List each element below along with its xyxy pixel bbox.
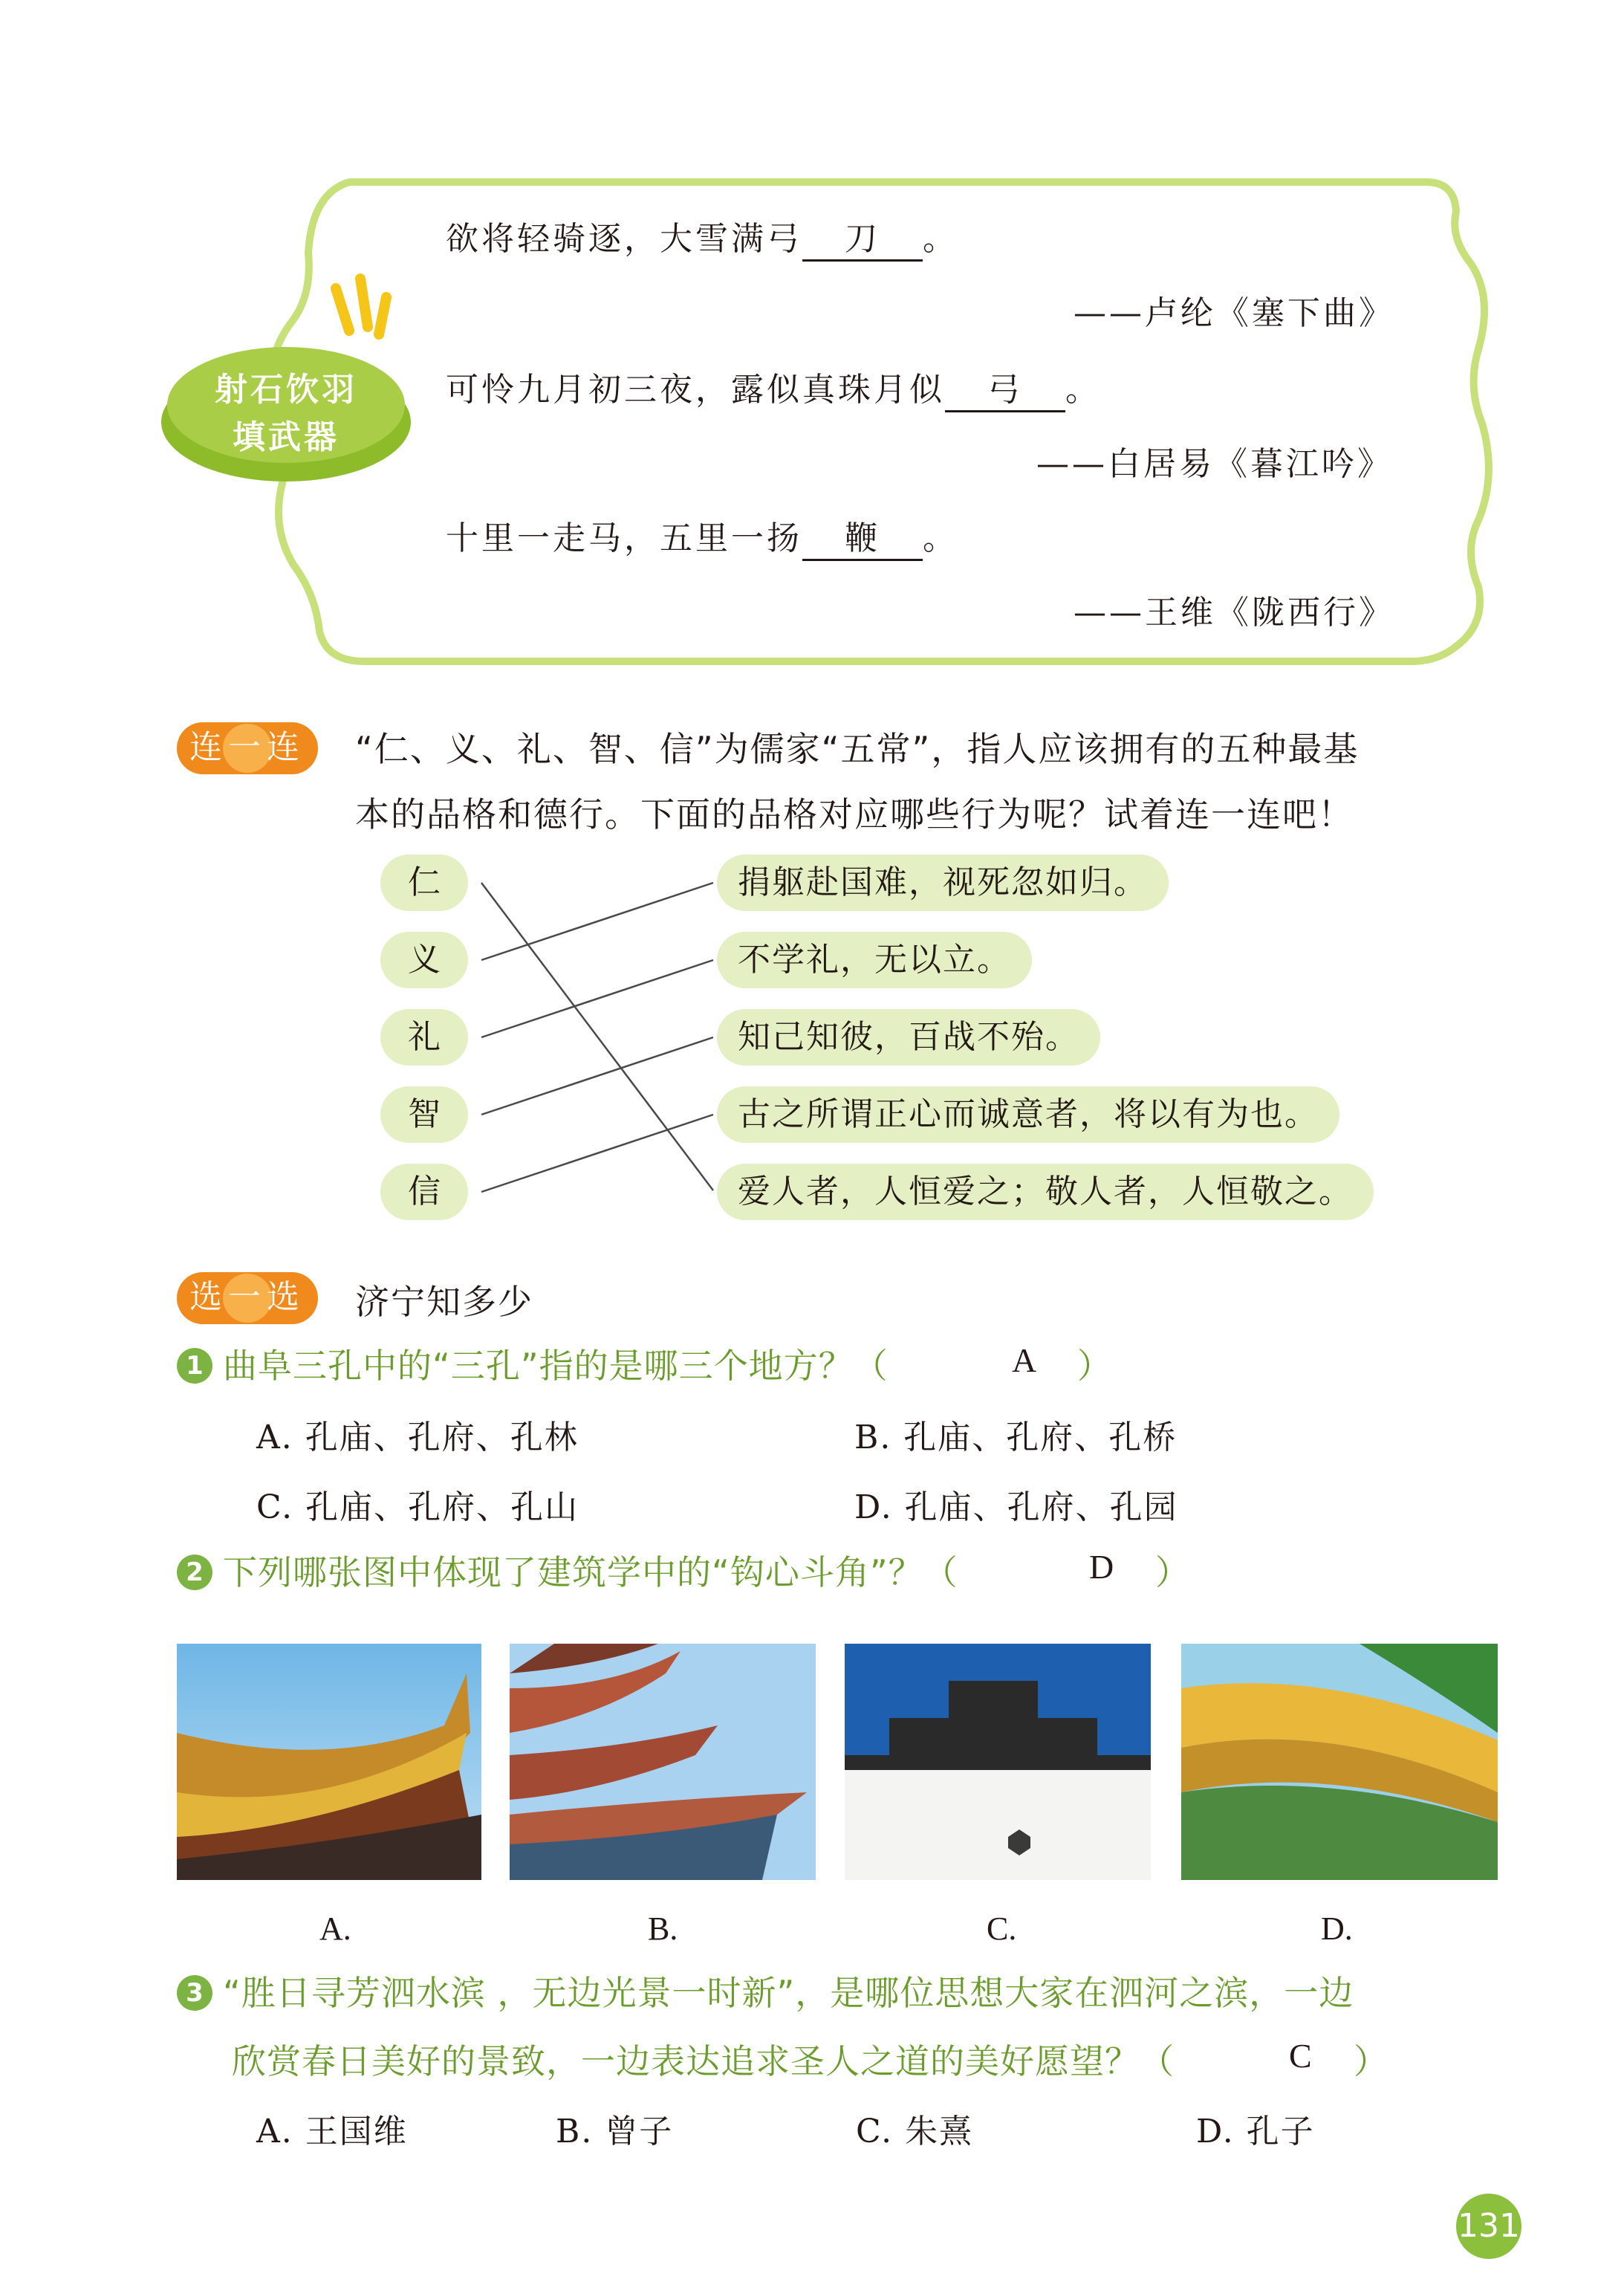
sentence-pill[interactable]: 古之所谓正心而诚意者，将以有为也。 — [717, 1086, 1339, 1143]
answer-value: C — [1289, 2037, 1312, 2075]
option: B. 曾子 — [556, 2113, 674, 2150]
char-pill-xin[interactable]: 信 — [380, 1164, 468, 1220]
poem-source: ——王维《陇西行》 — [1074, 594, 1394, 632]
choose-title: 济宁知多少 — [355, 1282, 533, 1322]
photo-d-golden-roof — [1181, 1644, 1498, 1880]
badge-line-2: 填武器 — [233, 418, 340, 456]
poem-blank: 鞭 — [802, 511, 923, 561]
answer-value: A — [1012, 1341, 1037, 1379]
option: B. 孔庙、孔府、孔桥 — [854, 1419, 1178, 1456]
photo-b-tiered-roof — [510, 1644, 816, 1880]
sentence-pill[interactable]: 知己知彼，百战不殆。 — [717, 1009, 1100, 1066]
question-close: ） — [1155, 1552, 1190, 1592]
photo-caption: C. — [987, 1910, 1017, 1947]
question-close: ） — [1077, 1346, 1112, 1386]
photo-a-upturned-eaves — [177, 1644, 481, 1880]
photo-caption: D. — [1321, 1910, 1353, 1947]
photo-caption: A. — [319, 1910, 351, 1947]
question-number: 3 — [177, 1975, 212, 2011]
question-text-line-1: “胜日寻芳泗水滨 ，无边光景一时新”，是哪位思想大家在泗河之滨，一边 — [223, 1973, 1354, 2013]
poem-line: 欲将轻骑逐，大雪满弓 刀 。 — [446, 212, 958, 262]
poem-source: ——卢纶《塞下曲》 — [1074, 294, 1394, 332]
option: A. 王国维 — [256, 2113, 408, 2150]
match-section-tag: 连一连 — [177, 722, 318, 774]
photo-caption: B. — [648, 1910, 678, 1947]
match-intro-line-2: 本的品格和德行。下面的品格对应哪些行为呢？试着连一连吧！ — [355, 794, 1354, 834]
poem-blank: 弓 — [945, 363, 1065, 412]
option: D. 孔庙、孔府、孔园 — [854, 1488, 1178, 1526]
option: D. 孔子 — [1196, 2113, 1315, 2150]
match-intro-line-1: “仁、义、礼、智、信”为儒家“五常”，指人应该拥有的五种最基 — [355, 729, 1360, 769]
sentence-pill[interactable]: 不学礼，无以立。 — [717, 932, 1032, 988]
option: C. 朱熹 — [856, 2113, 974, 2150]
badge-line-1: 射石饮羽 — [215, 371, 357, 409]
question-close: ） — [1354, 2041, 1388, 2081]
option: C. 孔庙、孔府、孔山 — [256, 1488, 579, 1526]
poem-source: ——白居易《暮江吟》 — [1036, 445, 1393, 483]
choose-section-tag: 选一选 — [177, 1272, 318, 1324]
photo-c-horse-head-walls — [845, 1644, 1151, 1880]
poem-blank: 刀 — [802, 212, 923, 262]
question-text: 下列哪张图中体现了建筑学中的“钩心斗角”？（ — [223, 1552, 958, 1592]
question-number: 1 — [177, 1348, 212, 1384]
char-pill-yi[interactable]: 义 — [380, 932, 468, 988]
sentence-pill[interactable]: 爱人者，人恒爱之；敬人者，人恒敬之。 — [717, 1164, 1374, 1220]
poem-line: 可怜九月初三夜，露似真珠月似 弓 。 — [446, 363, 1101, 412]
answer-value: D — [1089, 1548, 1114, 1586]
char-pill-zhi[interactable]: 智 — [380, 1086, 468, 1143]
question-text-line-2: 欣赏春日美好的景致，一边表达追求圣人之道的美好愿望？（ — [232, 2041, 1175, 2081]
page-number: 131 — [1456, 2194, 1521, 2259]
question-number: 2 — [177, 1555, 212, 1590]
char-pill-ren[interactable]: 仁 — [380, 855, 468, 911]
question-text: 曲阜三孔中的“三孔”指的是哪三个地方？（ — [223, 1346, 889, 1386]
char-pill-li[interactable]: 礼 — [380, 1009, 468, 1066]
option: A. 孔庙、孔府、孔林 — [256, 1419, 579, 1456]
poem-line: 十里一走马，五里一扬 鞭 。 — [446, 511, 958, 561]
sentence-pill[interactable]: 捐躯赴国难，视死忽如归。 — [717, 855, 1169, 911]
